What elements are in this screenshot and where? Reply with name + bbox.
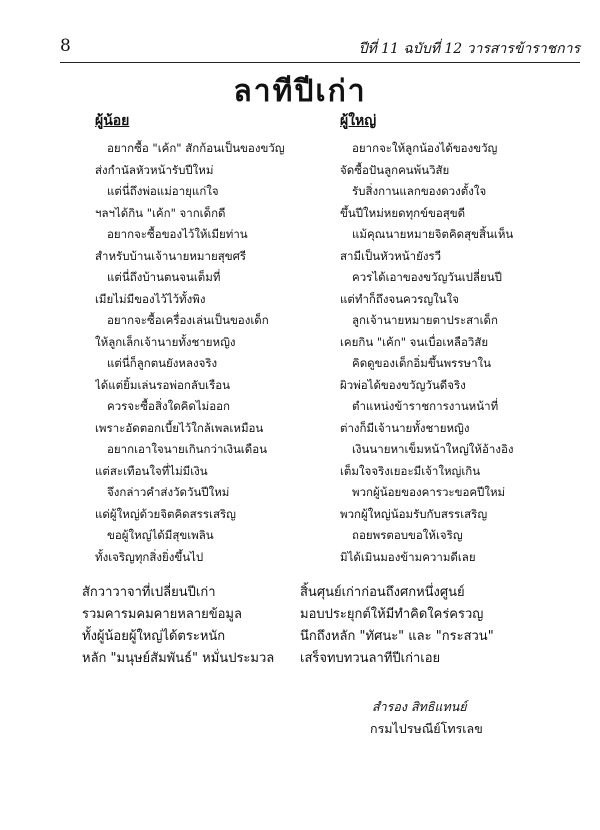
verse-line: อยากจะซื้อของไว้ให้เมียท่าน: [107, 227, 248, 241]
verse-line: ให้ลูกเล็กเจ้านายทั้งชายหญิง: [95, 334, 236, 349]
closing-line: สักวาวาจาที่เปลี่ยนปีเก่า: [82, 585, 216, 600]
verse-line: รับสิ่งกานแลกของดวงตั้งใจ: [352, 184, 487, 198]
verse-line: อยากเอาใจนายเกินกว่าเงินเดือน: [107, 442, 267, 456]
author-name: สำรอง สิทธิแทนย์: [372, 699, 467, 714]
verse-line: ลูกเจ้านายหมายตาประสาเด็ก: [352, 313, 498, 327]
verse-line: แม้คุณนายหมายจิตคิดสุขสิ้นเห็น: [352, 227, 514, 241]
verse-line: ควรได้เอาของขวัญวันเปลี่ยนปี: [352, 270, 502, 284]
verse-line: เคยกิน "เค้ก" จนเบื่อเหลือวิสัย: [340, 334, 489, 349]
verse-line: ถอยพรตอบขอให้เจริญ: [352, 528, 463, 542]
verse-line: จัดซื้อปันลูกคนพ้นวิสัย: [340, 162, 450, 177]
verse-line: จึงกล่าวคำส่งวัดวันปีใหม่: [107, 485, 230, 499]
verse-line: สามีเป็นหัวหน้ายังรวี: [340, 248, 442, 263]
verse-line: ขึ้นปีใหม่หยดทุกข์ขอสุขดี: [340, 205, 466, 220]
closing-stanza-left: [82, 582, 332, 670]
verse-line: แต่นี่ถึงพ่อแม่อายุแก่ใจ: [107, 184, 219, 198]
verse-line: อยากซื้อ "เค้ก" สักก้อนเป็นของขวัญ: [107, 141, 285, 155]
closing-line: มอบประยุกต์ให้มีทำคิดใคร่ครวญ: [300, 607, 484, 622]
right-column-heading: ผู้ใหญ่: [340, 113, 377, 129]
verse-line: อยากจะซื้อเครื่องเล่นเป็นของเด็ก: [107, 313, 269, 327]
verse-line: ฯลฯได้กิน "เค้ก" จากเด็กดี: [95, 205, 226, 220]
poem-title: ลาทีปีเก่า: [233, 74, 367, 109]
verse-line: พวกผู้น้อยของคารวะขอคปีใหม่: [352, 485, 506, 499]
verse-line: ต่างก็มีเจ้านายทั้งชายหญิง: [340, 420, 470, 435]
journal-issue-info: ปีที่ 11 ฉบับที่ 12 วารสารข้าราชการ: [358, 41, 580, 57]
verse-line: แต่ทำก็ถึงจนควรญในใจ: [340, 291, 460, 306]
closing-line: ทั้งผู้น้อยผู้ใหญ่ได้ตระหนัก: [82, 629, 226, 644]
verse-line: มิได้เมินมองข้ามความดีเลย: [340, 549, 476, 564]
left-column-heading: ผู้น้อย: [95, 113, 130, 129]
verse-line: ได้แต่ยิ้มเล่นรอพ่อกลับเรือน: [95, 377, 231, 392]
verse-line: ตำแหน่งข้าราชการงานหน้าที่: [352, 399, 499, 413]
closing-line: นึกถึงหลัก "ทัศนะ" และ "กระสวน": [300, 629, 494, 644]
verse-line: เต็มใจจริงเยอะมีเจ้าใหญ่เกิน: [340, 463, 481, 478]
verse-line: อยากจะให้ลูกน้องได้ของขวัญ: [352, 141, 498, 155]
left-column: [95, 110, 325, 568]
verse-line: ส่งกำนัลหัวหน้ารับปีใหม่: [95, 162, 214, 177]
closing-line: เสร็จทบทวนลาทีปีเก่าเอย: [300, 651, 441, 666]
verse-line: ทั้งเจริญทุกสิ่งยิ่งขึ้นไป: [95, 549, 204, 564]
verse-line: ควรจะซื้อสิ่งใดคิดไม่ออก: [107, 399, 230, 413]
verse-line: เมียไม่มีของไว้ไว้ทั้งพิง: [95, 291, 206, 306]
header-rule: [60, 62, 580, 63]
closing-line: รวมคารมคมคายหลายข้อมูล: [82, 607, 242, 622]
verse-line: เพราะอัดตอกเบี้ยไว้ใกล้เพลเหมือน: [95, 420, 264, 435]
closing-line: สิ้นศุนย์เก่าก่อนถึงศกหนึ่งศูนย์: [300, 585, 465, 600]
verse-line: ขอผู้ใหญ่ได้มีสุขเพลิน: [107, 528, 214, 542]
page-number: 8: [60, 36, 71, 56]
verse-line: แด่ผู้ใหญ่ด้วยจิตคิดสรรเสริญ: [95, 506, 236, 521]
page-header: [60, 36, 580, 64]
closing-stanza-right: [300, 582, 590, 670]
verse-line: พวกผู้ใหญ่น้อมรับกับสรรเสริญ: [340, 506, 488, 521]
signature-block: [370, 696, 483, 740]
author-department: กรมไปรษณีย์โทรเลข: [370, 721, 483, 736]
verse-line: แต่นี่ก็ลูกตนยังหลงจริง: [107, 356, 218, 370]
verse-line: เงินนายหาเข็มหน้าใหญ่ให้อ้างอิง: [352, 442, 514, 456]
verse-line: แต่สะเทือนใจที่ไม่มีเงิน: [95, 463, 208, 478]
left-verse-lines: [95, 138, 325, 568]
verse-line: แต่นี่ถึงบ้านตนจนเต็มที่: [107, 270, 221, 284]
verse-line: คิดดูของเด็กอิ่มขึ้นพรรษาใน: [352, 356, 492, 370]
right-verse-lines: [340, 138, 580, 568]
verse-line: สำหรับบ้านเจ้านายหมายสุขศรี: [95, 248, 247, 263]
right-column: [340, 110, 580, 568]
closing-line: หลัก "มนุษย์สัมพันธ์" หมั่นประมวล: [82, 651, 275, 666]
verse-line: ผิวพ่อได้ของขวัญวันดีจริง: [340, 377, 466, 392]
